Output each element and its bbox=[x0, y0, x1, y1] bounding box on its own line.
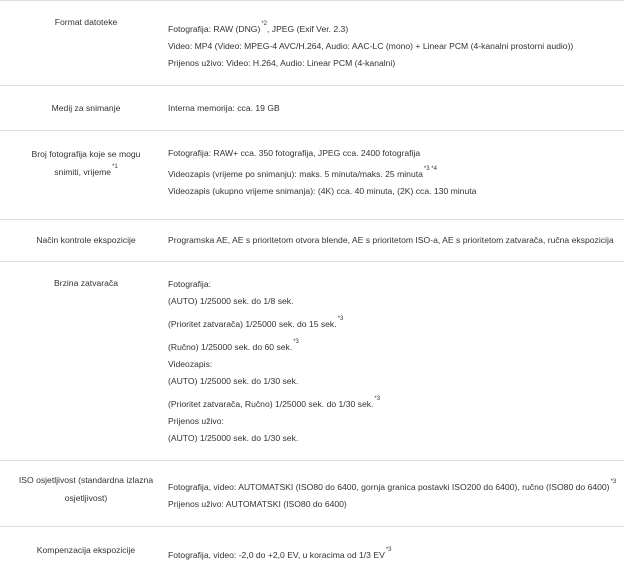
value-text: Fotografija: RAW (DNG) bbox=[168, 24, 261, 34]
footnote-mark: *3 bbox=[293, 339, 299, 345]
value-text: (Prioritet zatvarača, Ručno) 1/25000 sek. do 1/30 sek. bbox=[168, 399, 374, 409]
value-line: Videozapis: bbox=[168, 359, 213, 369]
value-line: Interna memorija: cca. 19 GB bbox=[168, 103, 280, 113]
label-text: Format datoteke bbox=[54, 17, 118, 27]
footnote-mark: *1 bbox=[112, 164, 118, 170]
footnote-mark: *3 bbox=[337, 316, 344, 322]
row-exposure-compensation bbox=[0, 527, 624, 577]
row-label bbox=[16, 13, 156, 31]
value-line: Fotografija: bbox=[168, 279, 211, 289]
label-text: Brzina zatvarača bbox=[53, 278, 118, 288]
label-text bbox=[16, 163, 156, 181]
value-text: Fotografija, video: -2,0 do +2,0 EV, u koracima od 1/3 EV bbox=[168, 550, 385, 560]
label-text: Medij za snimanje bbox=[51, 103, 121, 113]
value-line bbox=[168, 316, 618, 333]
value-text: (Prioritet zatvarača) 1/25000 sek. do 15 sek. bbox=[168, 319, 337, 329]
value-line bbox=[168, 339, 618, 356]
row-value bbox=[168, 547, 618, 564]
row-label bbox=[16, 99, 156, 117]
value-line: Prijenos uživo: bbox=[168, 416, 224, 426]
value-line: Prijenos uživo: Video: H.264, Audio: Linear PCM (4-kanalni) bbox=[168, 58, 396, 68]
row-exposure-control bbox=[0, 220, 624, 262]
label-text: Kompenzacija ekspozicije bbox=[36, 545, 136, 555]
label-text: osjetljivost) bbox=[64, 493, 108, 503]
footnote-mark: *2 bbox=[261, 21, 267, 27]
row-iso-sensitivity bbox=[0, 461, 624, 527]
row-value bbox=[168, 232, 618, 249]
label-text: Broj fotografija koje se mogu bbox=[31, 149, 141, 159]
value-line bbox=[168, 547, 618, 564]
row-value bbox=[168, 479, 618, 513]
value-text: , JPEG (Exif Ver. 2.3) bbox=[267, 24, 349, 34]
footnote-mark: *3 *4 bbox=[423, 166, 437, 172]
value-text: Fotografija, video: AUTOMATSKI (ISO80 do 6400, gornja granica postavki ISO200 do 6400), ručno (ISO80 do 6400) bbox=[168, 482, 610, 492]
value-line: (AUTO) 1/25000 sek. do 1/30 sek. bbox=[168, 433, 299, 443]
row-label bbox=[16, 541, 156, 559]
row-value bbox=[168, 21, 618, 72]
row-label bbox=[16, 274, 156, 292]
label-text-part: snimiti, vrijeme bbox=[54, 167, 112, 177]
row-value bbox=[168, 145, 618, 200]
value-line: Video: MP4 (Video: MPEG-4 AVC/H.264, Audio: AAC-LC (mono) + Linear PCM (4-kanalni prostorni audio)) bbox=[168, 41, 574, 51]
label-text: Način kontrole ekspozicije bbox=[36, 235, 136, 245]
footnote-mark: *3 bbox=[374, 396, 381, 402]
row-value bbox=[168, 276, 618, 447]
row-shots-count bbox=[0, 131, 624, 220]
value-line bbox=[168, 166, 618, 183]
value-text: Videozapis (vrijeme po snimanju): maks. 5 minuta/maks. 25 minuta bbox=[168, 169, 423, 179]
value-line: (AUTO) 1/25000 sek. do 1/30 sek. bbox=[168, 376, 299, 386]
footnote-mark: *3 bbox=[610, 479, 617, 485]
row-value bbox=[168, 100, 618, 117]
row-file-format bbox=[0, 0, 624, 86]
value-line: Prijenos uživo: AUTOMATSKI (ISO80 do 6400) bbox=[168, 499, 347, 509]
value-line: Programska AE, AE s prioritetom otvora blende, AE s prioritetom ISO-a, AE s prioritetom zatvarača, ručna ekspozicija bbox=[168, 235, 614, 245]
value-line: Videozapis (ukupno vrijeme snimanja): (4K) cca. 40 minuta, (2K) cca. 130 minuta bbox=[168, 186, 477, 196]
label-text: ISO osjetljivost (standardna izlazna bbox=[18, 475, 154, 485]
value-text: (Ručno) 1/25000 sek. do 60 sek. bbox=[168, 342, 293, 352]
row-label bbox=[16, 231, 156, 249]
value-line bbox=[168, 396, 618, 413]
row-label bbox=[16, 471, 156, 507]
value-line bbox=[168, 21, 618, 38]
value-line bbox=[168, 479, 618, 496]
footnote-mark: *3 bbox=[385, 547, 392, 553]
value-line: Fotografija: RAW+ cca. 350 fotografija, JPEG cca. 2400 fotografija bbox=[168, 148, 421, 158]
row-shutter-speed bbox=[0, 262, 624, 461]
row-recording-media bbox=[0, 86, 624, 131]
value-line: (AUTO) 1/25000 sek. do 1/8 sek. bbox=[168, 296, 294, 306]
row-label bbox=[16, 145, 156, 181]
